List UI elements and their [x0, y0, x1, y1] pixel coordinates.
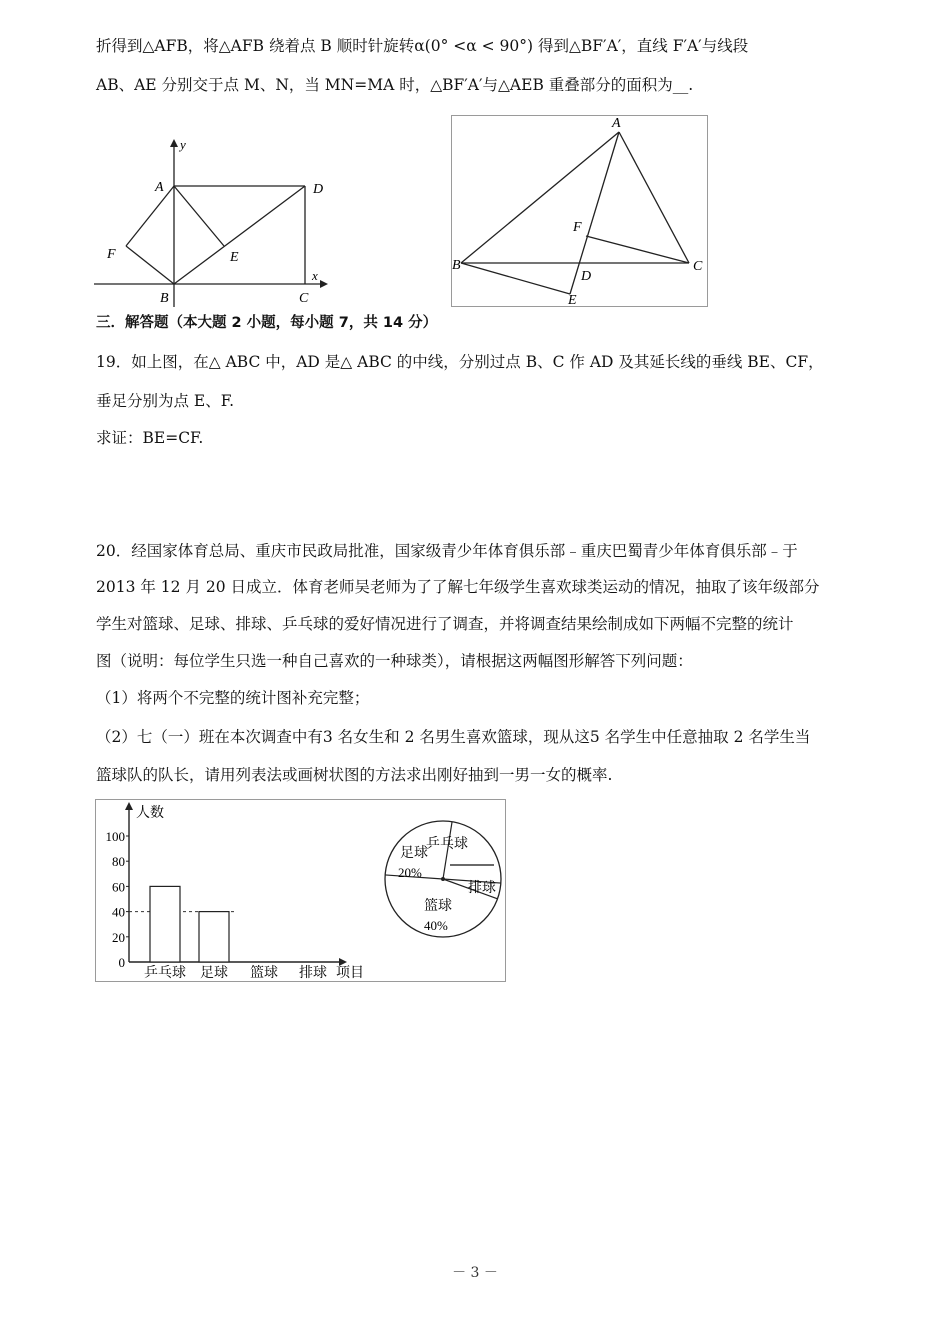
x-axis-arrow [320, 280, 328, 288]
bar-y-tick-label: 60 [112, 879, 125, 895]
q20-text-line3: 学生对篮球、足球、排球、乒乓球的爱好情况进行了调查，并将调查结果绘制成如下两幅不完整的统计 [96, 615, 794, 633]
q19-text-line2: 垂足分别为点 E、F. [96, 392, 235, 410]
pie-slice-label: 足球 [400, 846, 428, 861]
q20-text-line2: 2013 年 12 月 20 日成立．体育老师吴老师为了了解七年级学生喜欢球类运动的情况，抽取了该年级部分 [96, 578, 820, 596]
bar-y-axis-arrow [125, 802, 133, 810]
q19-text-line1: 19．如上图，在△ ABC 中，AD 是△ ABC 的中线，分别过点 B、C 作 AD 及其延长线的垂线 BE、CF， [96, 353, 824, 371]
bar-y-axis-label: 人数 [136, 806, 164, 821]
bar-x-axis-arrow [339, 958, 347, 966]
bar-category-label: 足球 [200, 966, 228, 981]
page-number: － 3 － [452, 1265, 498, 1281]
bar-marks [150, 886, 229, 962]
y-axis-arrow [170, 139, 178, 147]
q20-text-line4: 图（说明：每位学生只选一种自己喜欢的一种球类），请根据这两幅图形解答下列问题： [96, 652, 693, 670]
label-D: D [581, 269, 592, 284]
pie-center [441, 877, 445, 881]
label-A: A [155, 180, 164, 195]
label-D: D [313, 182, 324, 197]
label-x: x [312, 268, 318, 283]
label-y: y [180, 137, 186, 152]
bar-1 [150, 886, 180, 962]
pie-slice-value: 40% [424, 918, 448, 933]
q18-text-line1: 折得到△AFB，将△AFB 绕着点 B 顺时针旋转α(0° <α < 90°) 得到△BF′A′，直线 F′A′与线段 [96, 37, 749, 55]
q19-text-line3: 求证：BE=CF. [96, 429, 204, 447]
bar-y-ticks [106, 829, 130, 970]
bar-y-tick-label: 20 [112, 929, 125, 945]
segment-AB [461, 132, 619, 263]
segment-BD [174, 186, 305, 284]
segment-FB [126, 246, 174, 284]
label-F: F [107, 247, 116, 262]
pie-slice-label: 乒乓球 [426, 837, 468, 852]
label-A: A [612, 116, 621, 131]
section-heading: 三．解答题（本大题 2 小题，每小题 7，共 14 分） [96, 315, 438, 331]
label-B: B [160, 291, 169, 306]
bar-category-label: 乒乓球 [144, 966, 186, 981]
segment-AE [570, 132, 619, 294]
label-C: C [299, 291, 309, 306]
pie-slice-label: 排球 [468, 881, 496, 896]
label-F: F [573, 220, 582, 235]
bar-category-labels [144, 964, 327, 981]
bar-category-label: 篮球 [250, 966, 278, 981]
bar-2 [199, 912, 229, 962]
triangle-figure [451, 115, 708, 307]
bar-y-tick-label: 40 [112, 904, 125, 920]
q20-part2-line2: 篮球队的队长，请用列表法或画树状图的方法求出刚好抽到一男一女的概率. [96, 766, 613, 784]
bar-y-tick-label: 100 [105, 829, 125, 844]
q18-text-line2: AB、AE 分别交于点 M、N，当 MN=MA 时，△BF′A′与△AEB 重叠部分的面积为__. [96, 76, 694, 94]
segment-AF [126, 186, 174, 246]
q20-part2-line1: （2）七（一）班在本次调查中有3 名女生和 2 名男生喜欢篮球，现从这5 名学生中任意抽取 2 名学生当 [96, 728, 811, 746]
bar-y-tick-label: 80 [112, 854, 125, 870]
segment-BE [461, 263, 570, 294]
segment-AE [174, 186, 224, 246]
label-E: E [568, 293, 577, 306]
label-B: B [452, 258, 461, 273]
bar-y-tick-label: 0 [118, 955, 125, 970]
q20-text-line1: 20．经国家体育总局、重庆市民政局批准，国家级青少年体育俱乐部﹣重庆巴蜀青少年体育俱乐部﹣于 [96, 542, 798, 560]
bar-category-label: 排球 [299, 966, 327, 981]
label-E: E [230, 250, 239, 265]
segment-AC [619, 132, 689, 263]
q20-part1: （1）将两个不完整的统计图补充完整； [96, 689, 370, 707]
label-C: C [693, 259, 703, 274]
pie-chart [385, 821, 501, 937]
segment-CF [586, 236, 689, 263]
bar-x-axis-label: 项目 [336, 966, 364, 981]
statistics-figure [95, 799, 506, 982]
pie-slice-label: 篮球 [424, 899, 452, 914]
pie-slice-value: 20% [398, 865, 422, 880]
coordinate-figure [94, 135, 344, 310]
